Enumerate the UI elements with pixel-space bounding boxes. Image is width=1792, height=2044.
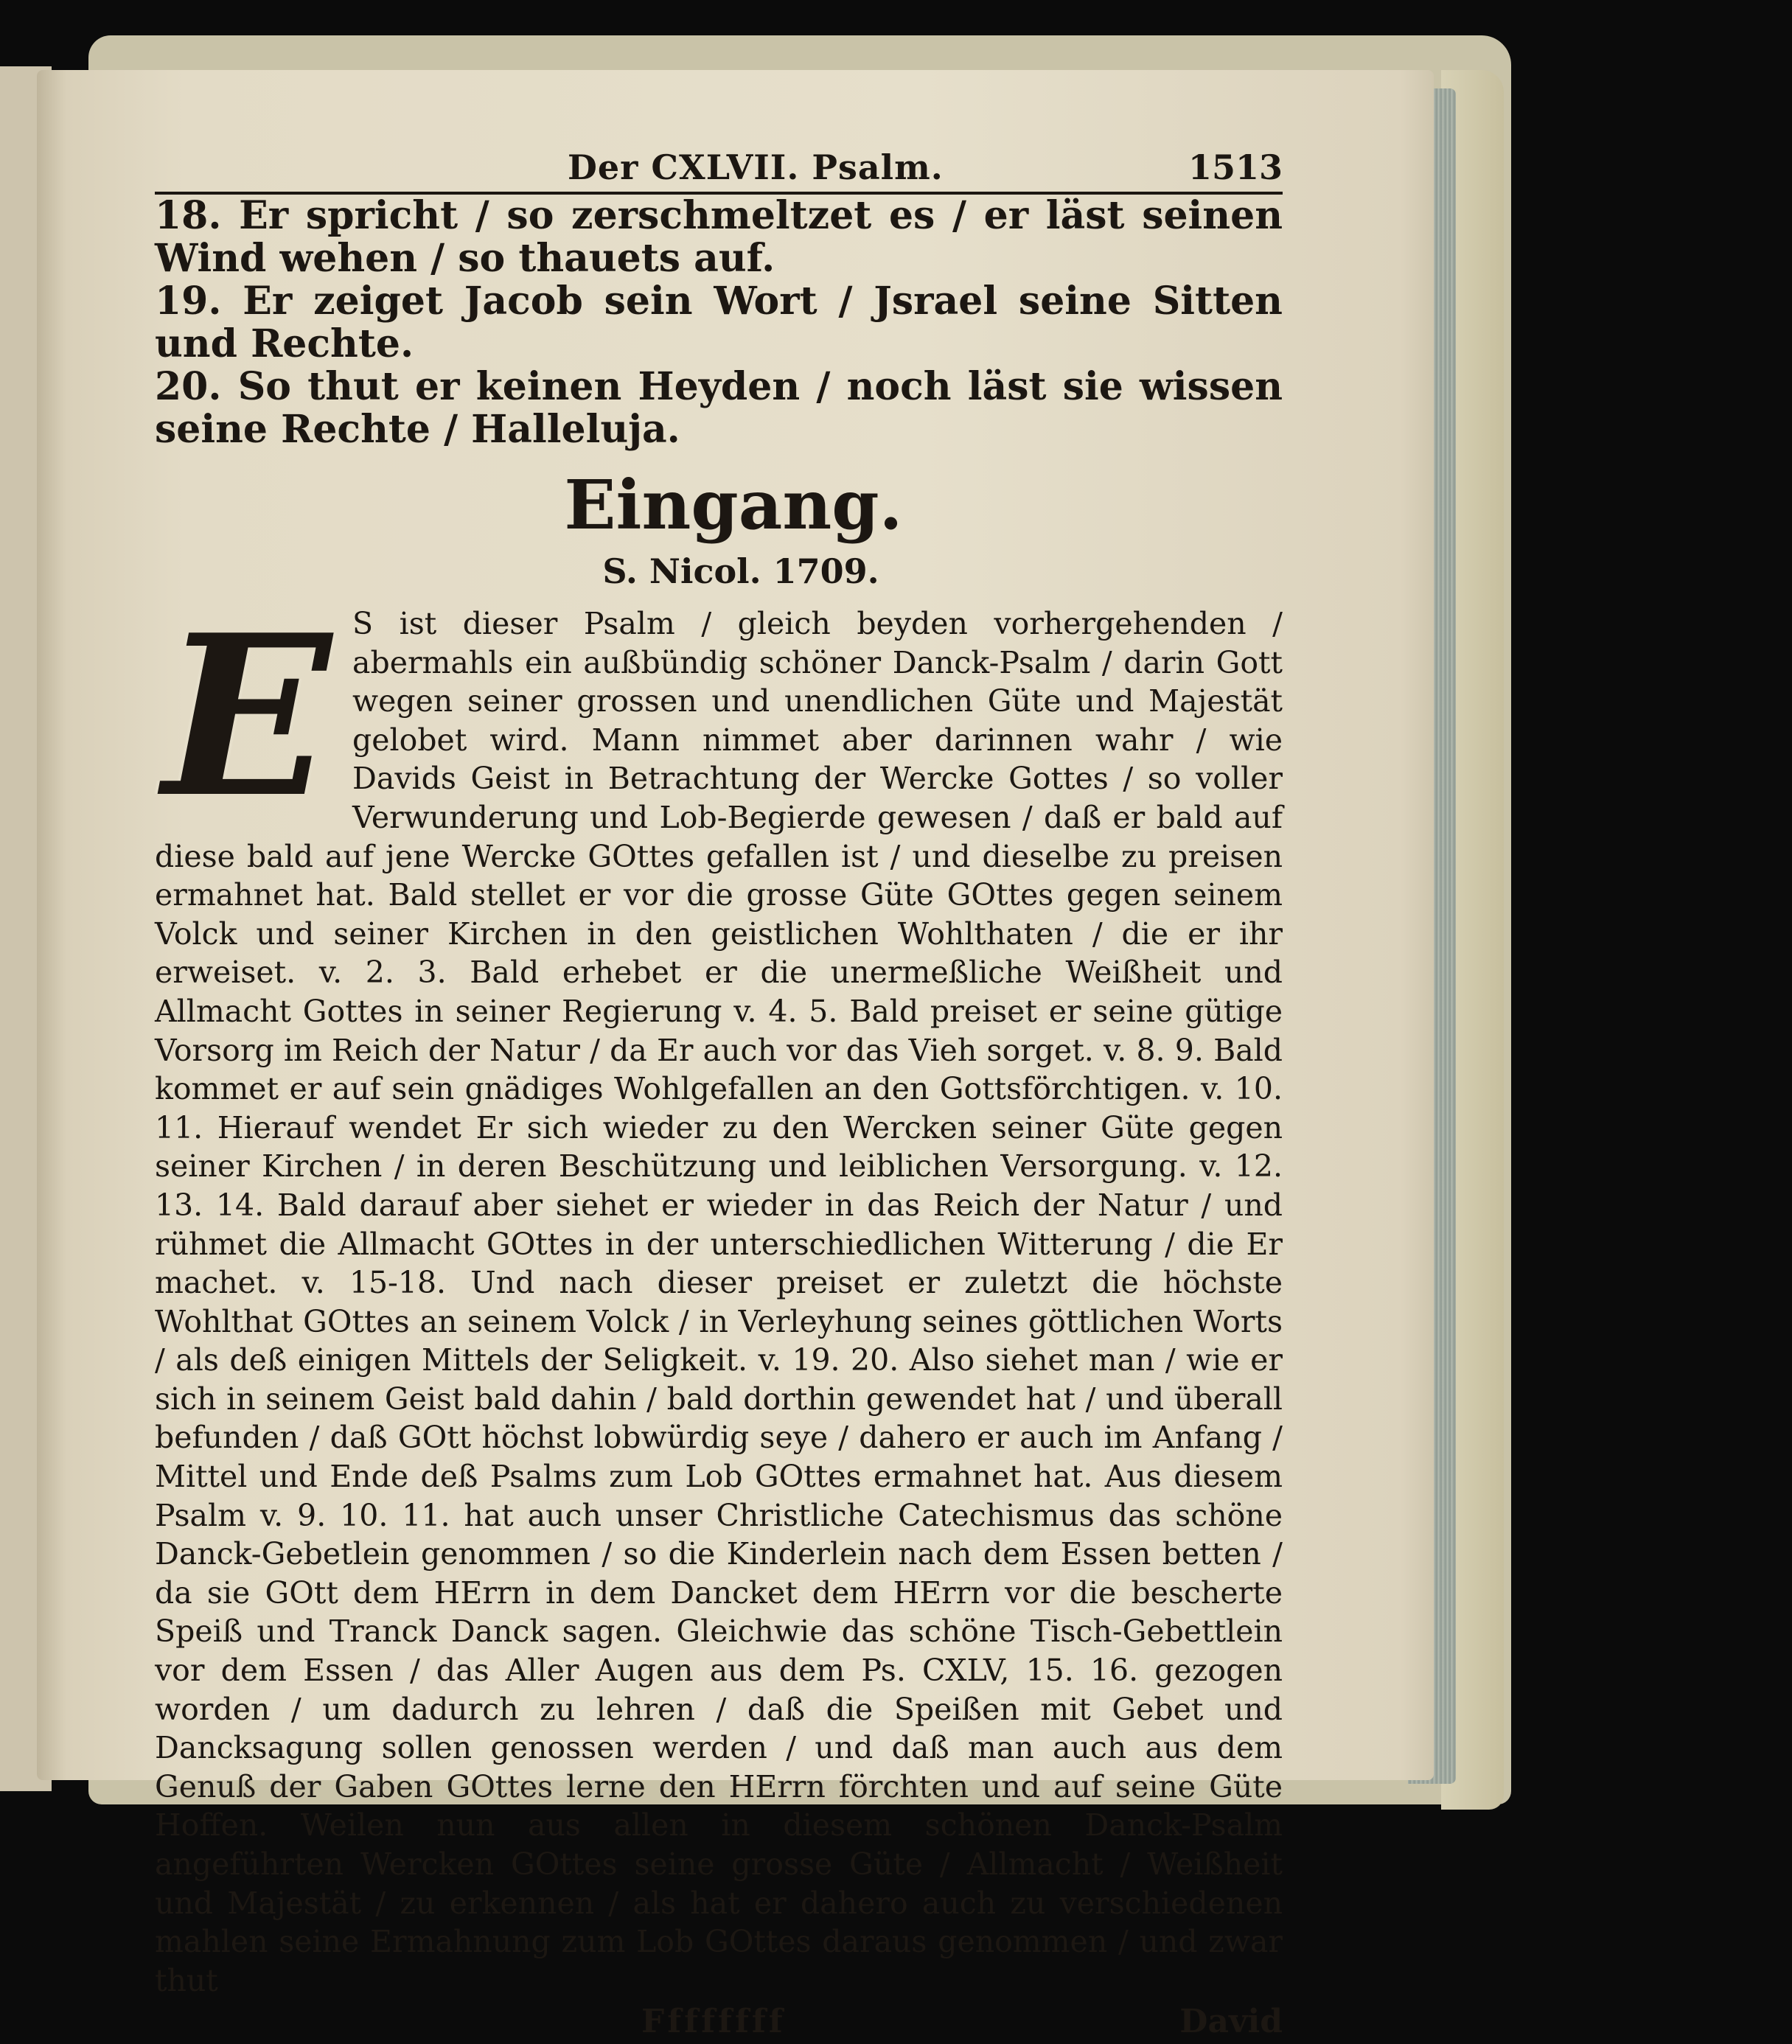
page-footer bbox=[155, 2003, 1283, 2044]
body-section bbox=[155, 586, 1283, 2000]
running-head bbox=[155, 147, 1283, 195]
decorated-initial: E bbox=[162, 586, 332, 846]
verse-text: Er spricht / so zerschmeltzet es / er läst seinen Wind wehen / so thauets auf. bbox=[155, 193, 1283, 281]
verse-18 bbox=[155, 195, 1283, 280]
catchword: David bbox=[1179, 2003, 1283, 2041]
source-reference: S. Nicol. 1709. bbox=[602, 551, 879, 591]
verse-20 bbox=[155, 366, 1283, 451]
verse-number: 18. bbox=[155, 193, 222, 238]
section-heading: Eingang. bbox=[564, 465, 903, 545]
running-title: Der CXLVII. Psalm. bbox=[568, 147, 944, 187]
verse-number: 20. bbox=[155, 364, 222, 409]
verse-text: Er zeiget Jacob sein Wort / Jsrael seine Sitten und Rechte. bbox=[155, 279, 1283, 366]
verse-19 bbox=[155, 280, 1283, 366]
verse-number: 19. bbox=[155, 279, 222, 324]
body-paragraph: S ist dieser Psalm / gleich beyden vorhergehenden / abermahls ein außbündig schöner Danck-Psalm / darin Gott wegen seiner grossen und unendlichen Güte und Majestät gelobet wird. Mann nimmet aber darinnen wahr / wie Davids Geist in Betrachtung der Wercke Gottes / so voller Verwunderung und Lob-Begierde gewesen / daß er bald auf diese bald auf jene Wercke GOttes gefallen ist / und dieselbe zu preisen ermahnet hat. Bald stellet er vor die grosse Güte GOttes gegen seinem Volck und seiner Kirchen in den geistlichen Wohlthaten / die er ihr erweiset. v. 2. 3. Bald erhebet er die unermeßliche Weißheit und Allmacht Gottes in seiner Regierung v. 4. 5. Bald preiset er seine gütige Vorsorg im Reich der Natur / da Er auch vor das Vieh sorget. v. 8. 9. Bald kommet er auf sein gnädiges Wohlgefallen an den Gottsförchtigen. v. 10. 11. Hierauf wendet Er sich wieder zu den Wercken seiner Güte gegen seiner Kirchen / in deren Beschützung und leiblichen Versorgung. v. 12. 13. 14. Bald darauf aber siehet er wieder in das Reich der Natur / und rühmet die Allmacht GOttes in der unterschiedlichen Witterung / die Er machet. v. 15-18. Und nach dieser preiset er zuletzt die höchste Wohlthat GOttes an seinem Volck / in Verleyhung seines göttlichen Worts / als deß einigen Mittels der Seligkeit. v. 19. 20. Also siehet man / wie er sich in seinem Geist bald dahin / bald dorthin gewendet hat / und überall befunden / daß GOtt höchst lobwürdig seye / dahero er auch im Anfang / Mittel und Ende deß Psalms zum Lob GOttes ermahnet hat. Aus diesem Psalm v. 9. 10. 11. hat auch unser Christliche Catechismus das schöne Danck-Gebetlein genommen / so die Kinderlein nach dem Essen betten / da sie GOtt dem HErrn in dem Dancket dem HErrn vor die bescherte Speiß und Tranck Danck sagen. Gleichwie das schöne Tisch-Gebettlein vor dem Essen / das Aller Augen aus dem Ps. CXLV, 15. 16. gezogen worden / um dadurch zu lehren / daß die Speißen mit Gebet und Dancksagung sollen genossen werden / und daß man auch aus dem Genuß der Gaben GOttes lerne den HErrn förchten und auf seine Güte Hoffen. Weilen nun aus allen in diesem schönen Danck-Psalm angeführten Wercken GOttes seine grosse Güte / Allmacht / Weißheit und Majestät / zu erkennen / als hat er dahero auch zu verschiedenen mahlen seine Ermahnung zum Lob GOttes daraus genommen / und zwar thut bbox=[155, 606, 1283, 1998]
verse-text: So thut er keinen Heyden / noch läst sie wissen seine Rechte / Halleluja. bbox=[155, 364, 1283, 452]
page-number: 1513 bbox=[1188, 147, 1283, 187]
text-block bbox=[155, 147, 1283, 2044]
signature-mark: Ffffffff bbox=[641, 2003, 786, 2041]
